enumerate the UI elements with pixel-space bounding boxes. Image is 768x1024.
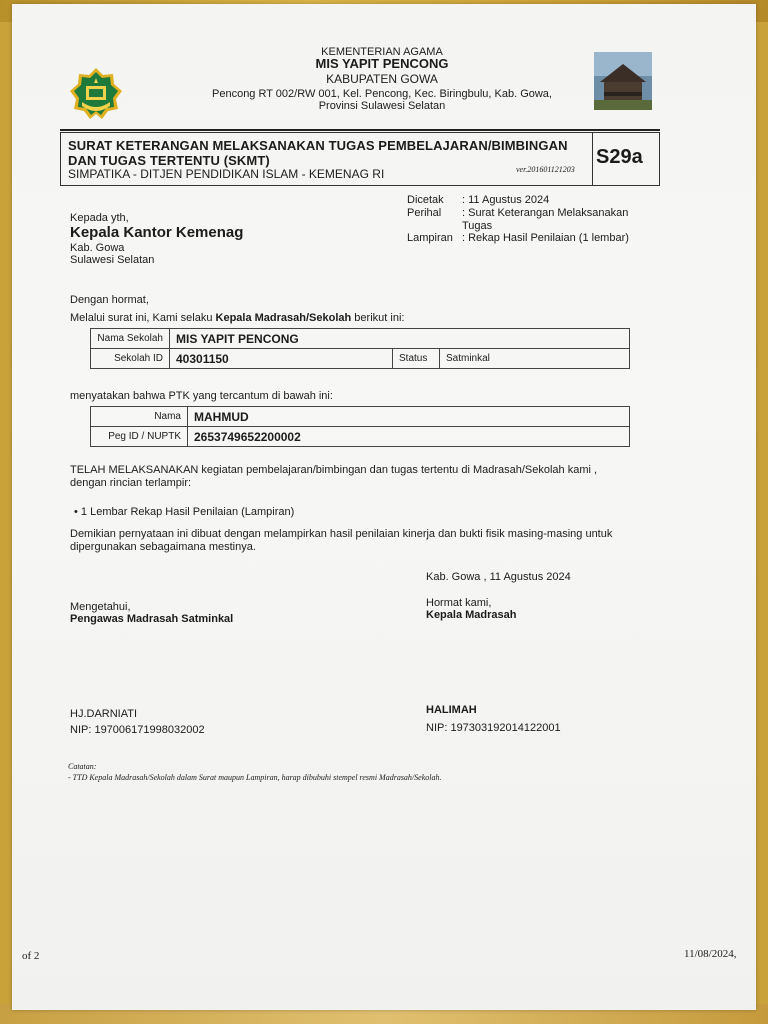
kemenag-emblem-icon — [68, 66, 124, 122]
status-value: Satminkal — [440, 349, 630, 369]
recipient-city: Kab. Gowa — [70, 242, 125, 254]
right-signature-role: Kepala Madrasah — [426, 609, 517, 621]
document-title-line-2: DAN TUGAS TERTENTU (SKMT) — [68, 153, 270, 168]
school-name-header: MIS YAPIT PENCONG — [315, 56, 449, 71]
headmaster-name: HALIMAH — [426, 704, 477, 716]
document-version: ver.201601121203 — [516, 165, 575, 174]
recipient-name: Kepala Kantor Kemenag — [70, 224, 244, 241]
closing-line-1: Demikian pernyataan ini dibuat dengan melampirkan hasil penilaian kinerja dan bukti fisik masing-masing untuk — [70, 528, 613, 540]
intro-role: Kepala Madrasah/Sekolah — [215, 312, 352, 324]
ptk-name-value: MAHMUD — [188, 407, 630, 427]
closing-line-2: dipergunakan sebagaimana mestinya. — [70, 541, 256, 553]
recipient-greeting: Kepada yth, — [70, 212, 129, 224]
printed-label: Dicetak — [407, 194, 444, 206]
document-title-line-1: SURAT KETERANGAN MELAKSANAKAN TUGAS PEMBELAJARAN/BIMBINGAN — [68, 138, 568, 153]
table-row — [91, 407, 630, 427]
bullet-icon: • — [74, 506, 81, 518]
intro-post: berikut ini: — [351, 312, 405, 324]
table-row — [91, 427, 630, 447]
salutation: Dengan hormat, — [70, 294, 149, 306]
title-code-divider — [592, 132, 593, 185]
document-subtitle: SIMPATIKA - DITJEN PENDIDIKAN ISLAM - KEMENAG RI — [68, 167, 385, 181]
ptk-name-label: Nama — [91, 407, 188, 427]
status-label: Status — [393, 349, 440, 369]
letterhead-divider — [60, 129, 660, 131]
notes-label: Catatan: — [68, 762, 97, 771]
table-row — [91, 349, 630, 369]
table-row — [91, 329, 630, 349]
subject-value: : Surat Keterangan Melaksanakan Tugas — [462, 207, 629, 232]
school-building-photo — [594, 52, 652, 110]
attachment-list-item — [74, 506, 294, 518]
school-id-value: 40301150 — [170, 349, 393, 369]
regency-name: KABUPATEN GOWA — [326, 72, 438, 86]
ptk-id-value: 2653749652200002 — [188, 427, 630, 447]
supervisor-name: HJ.DARNIATI — [70, 708, 138, 720]
school-id-label: Sekolah ID — [91, 349, 170, 369]
headmaster-nip: NIP: 197303192014122001 — [426, 722, 561, 734]
form-code: S29a — [596, 146, 643, 168]
school-name-label: Nama Sekolah — [91, 329, 170, 349]
notes-text: - TTD Kepala Madrasah/Sekolah dalam Surat maupun Lampiran, harap dibubuhi stempel resmi Madrasah/Sekolah. — [68, 773, 442, 782]
intro-pre: Melalui surat ini, Kami selaku — [70, 312, 216, 324]
page-indicator: of 2 — [22, 950, 40, 962]
address-line-1: Pencong RT 002/RW 001, Kel. Pencong, Kec. Biringbulu, Kab. Gowa, — [212, 88, 552, 100]
place-date: Kab. Gowa , 11 Agustus 2024 — [426, 571, 571, 583]
intro-paragraph — [70, 312, 404, 324]
printed-value: : 11 Agustus 2024 — [462, 194, 550, 206]
left-signature-role: Pengawas Madrasah Satminkal — [70, 613, 234, 625]
school-info-table — [90, 328, 630, 369]
attachment-label: Lampiran — [407, 232, 453, 244]
ptk-intro: menyatakan bahwa PTK yang tercantum di bawah ini: — [70, 390, 333, 402]
attachment-value: : Rekap Hasil Penilaian (1 lembar) — [462, 232, 629, 244]
school-name-value: MIS YAPIT PENCONG — [170, 329, 630, 349]
ptk-info-table — [90, 406, 630, 447]
recipient-province: Sulawesi Selatan — [70, 254, 155, 266]
address-line-2: Provinsi Sulawesi Selatan — [318, 100, 446, 112]
attachment-item-text: 1 Lembar Rekap Hasil Penilaian (Lampiran) — [80, 506, 295, 518]
statement-line-2: dengan rincian terlampir: — [70, 477, 192, 489]
document-page — [12, 4, 756, 1010]
supervisor-nip: NIP: 197006171998032002 — [70, 724, 205, 736]
ptk-id-label: Peg ID / NUPTK — [91, 427, 188, 447]
subject-label: Perihal — [407, 207, 442, 219]
left-signature-heading: Mengetahui, — [70, 601, 131, 613]
print-date: 11/08/2024, — [684, 948, 737, 960]
right-signature-heading: Hormat kami, — [426, 597, 492, 609]
statement-line-1: TELAH MELAKSANAKAN kegiatan pembelajaran/bimbingan dan tugas tertentu di Madrasah/Sekolah kami , — [70, 464, 598, 476]
ministry-name: KEMENTERIAN AGAMA — [321, 46, 443, 58]
